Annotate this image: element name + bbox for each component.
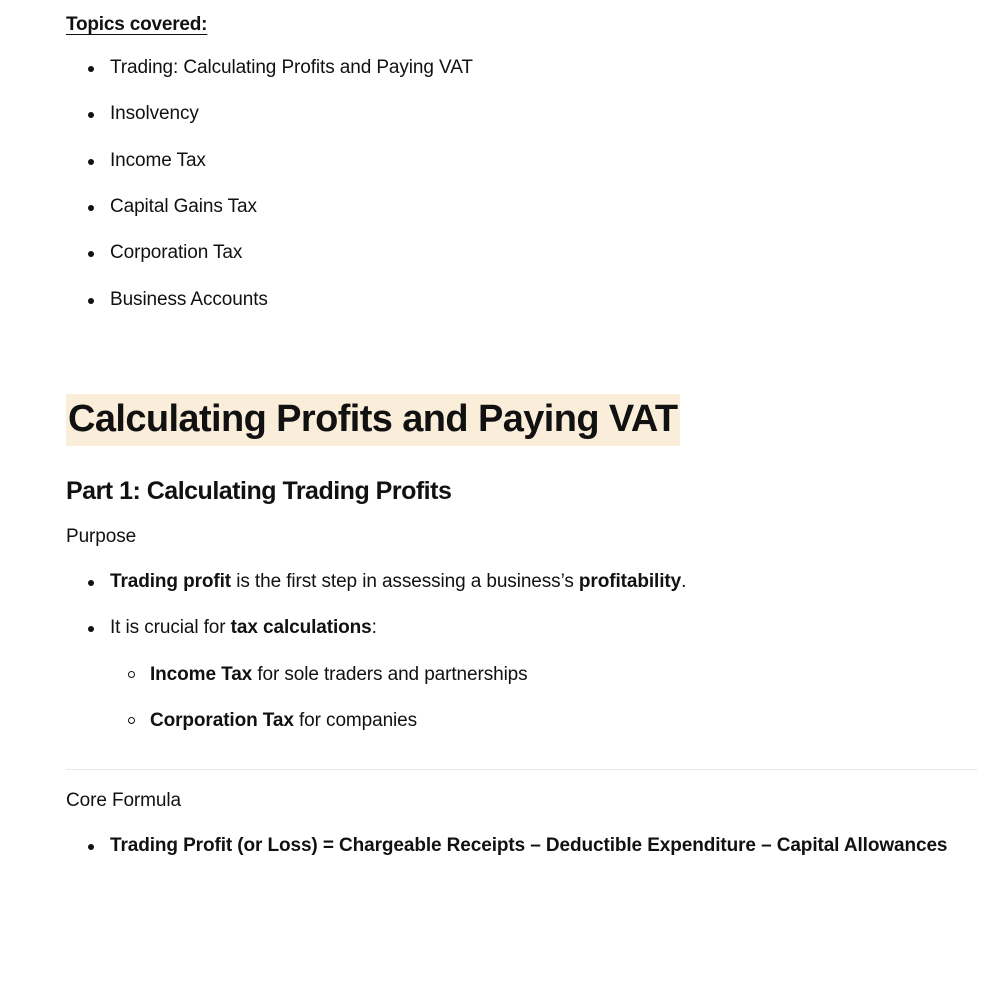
list-item: Trading Profit (or Loss) = Chargeable Receipts – Deductible Expenditure – Capital Allowances xyxy=(66,834,977,858)
list-item: Trading profit is the first step in assessing a business’s profitability. xyxy=(66,570,977,594)
list-item: It is crucial for tax calculations: xyxy=(66,616,977,640)
tax-calculations-sublist xyxy=(66,663,977,734)
purpose-list xyxy=(66,570,977,641)
list-item: Business Accounts xyxy=(66,288,977,312)
section-heading-part1: Part 1: Calculating Trading Profits xyxy=(66,477,452,506)
list-item: Income Tax for sole traders and partnerships xyxy=(66,663,977,687)
page-title: Calculating Profits and Paying VAT xyxy=(66,394,680,446)
purpose-label: Purpose xyxy=(66,526,137,548)
page-title-wrapper xyxy=(66,394,977,445)
list-item: Corporation Tax xyxy=(66,241,977,265)
list-item: Capital Gains Tax xyxy=(66,195,977,219)
topics-covered-list xyxy=(66,56,977,312)
list-item: Trading: Calculating Profits and Paying VAT xyxy=(66,56,977,80)
core-formula-list xyxy=(66,834,977,858)
topics-covered-heading: Topics covered: xyxy=(66,14,208,35)
list-item: Income Tax xyxy=(66,149,977,173)
core-formula-label: Core Formula xyxy=(66,790,181,812)
list-item: Insolvency xyxy=(66,102,977,126)
section-divider xyxy=(66,769,977,770)
list-item: Corporation Tax for companies xyxy=(66,709,977,733)
